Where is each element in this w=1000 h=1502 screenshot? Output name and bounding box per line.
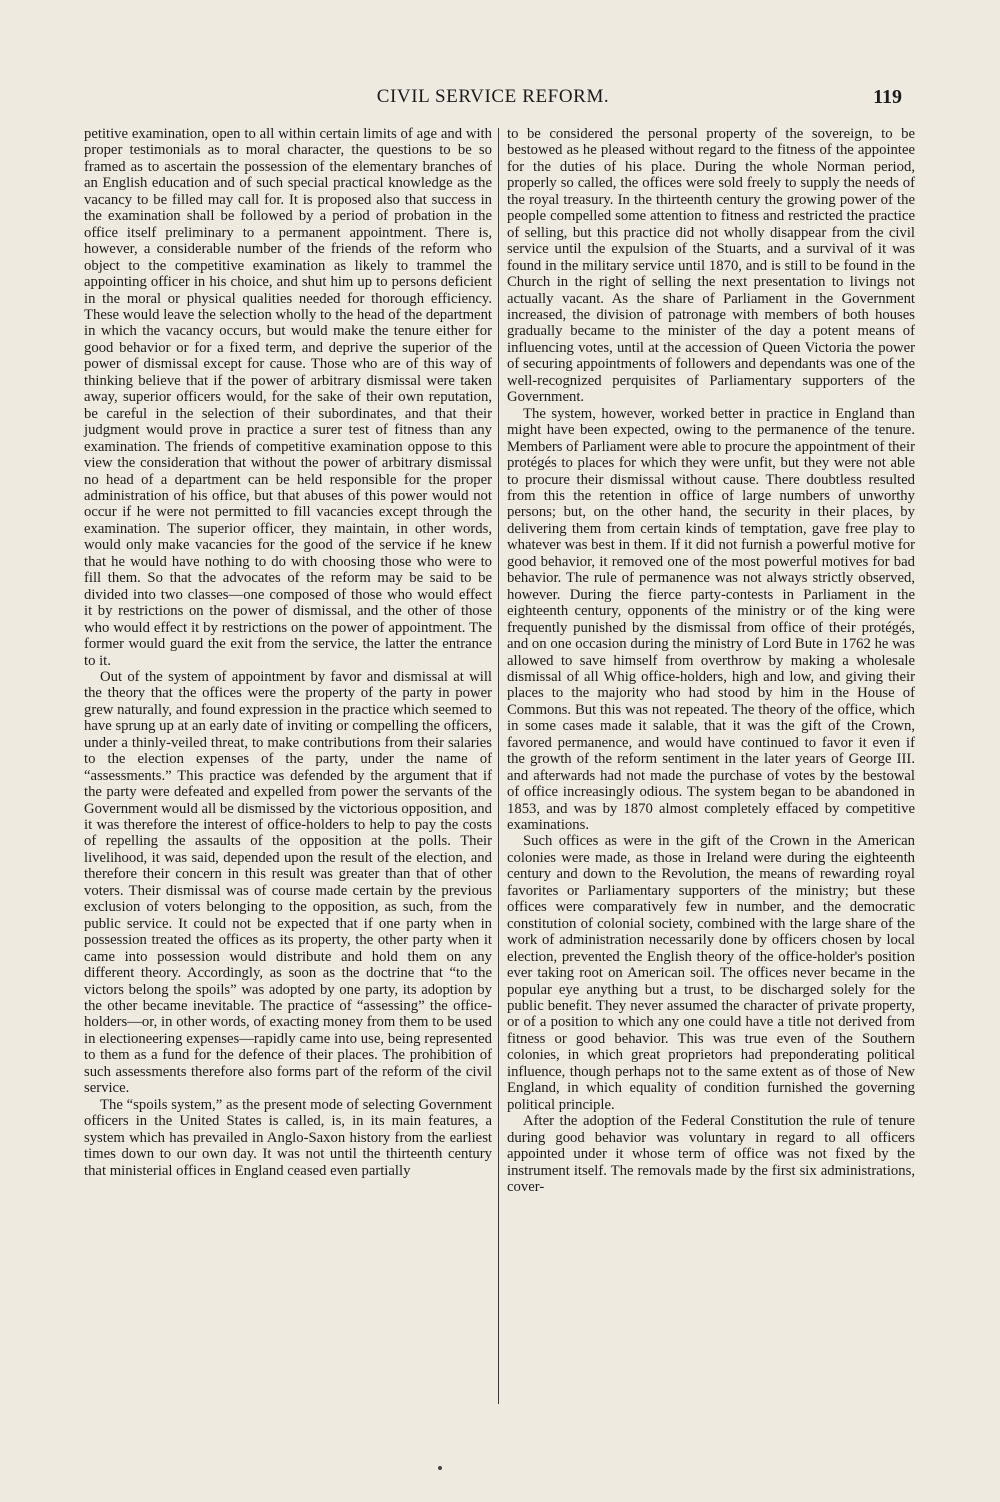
page-number: 119 bbox=[873, 86, 902, 108]
right-column bbox=[507, 126, 915, 1195]
paragraph: The system, however, worked better in practice in England than might have been expected, owing to the permanence of the tenure. Members of Parliament were able to procure the appointment of their protégés to places for which they were unfit, but they were not able to procure their dismissal without cause. There doubtless resulted from this the retention in office of large numbers of unworthy persons; but, on the other hand, the security in their places, by delivering them from certain kinds of temptation, gave free play to whatever was best in them. If it did not furnish a powerful motive for good behavior, it removed one of the most powerful motives for bad behavior. The rule of permanence was not always strictly observed, however. During the fierce party-contests in Parliament in the eighteenth century, opponents of the ministry or of the king were frequently punished by the dismissal from office of their protégés, and on one occasion during the ministry of Lord Bute in 1762 he was allowed to save himself from overthrow by making a wholesale dismissal of all Whig office-holders, high and low, and giving their places to the majority who had stood by him in the House of Commons. But this was not repeated. The theory of the office, which in some cases made it salable, that it was the gift of the Crown, favored permanence, and would have continued to favor it even if the growth of the reform sentiment in the later years of George III. and afterwards had not made the purchase of votes by the bestowal of office increasingly odious. The system began to be abandoned in 1853, and was by 1870 almost completely effaced by competitive examinations. bbox=[507, 405, 915, 834]
paragraph: The “spoils system,” as the present mode of selecting Government officers in the United States is called, is, in its main features, a system which has prevailed in Anglo-Saxon history from the earliest times down to our own day. It was not until the thirteenth century that ministerial offices in England ceased even partially bbox=[84, 1096, 492, 1179]
left-column bbox=[84, 126, 492, 1179]
running-title: CIVIL SERVICE REFORM. bbox=[376, 86, 610, 107]
paragraph: After the adoption of the Federal Constitution the rule of tenure during good behavior was voluntary in regard to all officers appointed under it whose term of office was not fixed by the instrument itself. The removals made by the first six administrations, cover- bbox=[507, 1113, 915, 1195]
paragraph: petitive examination, open to all within certain limits of age and with proper testimonials as to moral character, the questions to be so framed as to ascertain the possession of the elementary branches of an English education and of such special practical knowledge as the vacancy to be filled may call for. It is proposed also that success in the examination shall be followed by a period of probation in the office itself preliminary to a permanent appointment. There is, however, a considerable number of the friends of the reform who object to the competitive examination as likely to trammel the appointing officer in his choice, and shut him up to persons deficient in the moral or physical qualities needed for thorough efficiency. These would leave the selection wholly to the head of the department in which the vacancy occurs, but would make the tenure either for good behavior or for a fixed term, and deprive the superior of the power of dismissal except for cause. Those who are of this way of thinking believe that if the power of arbitrary dismissal were taken away, superior officers would, for the sake of their own reputation, be careful in the selection of their subordinates, and that their judgment would prove in practice a surer test of fitness than any examination. The friends of competitive examination oppose to this view the consideration that without the power of arbitrary dismissal no head of a department can be held responsible for the proper administration of his office, but that abuses of this power would not occur if he were not permitted to fill vacancies except through the examination. The superior officer, they maintain, in other words, would only make vacancies for the good of the service if he knew that he would have nothing to do with choosing those who were to fill them. So that the advocates of the reform may be said to be divided into two classes—one composed of those who would effect it by restrictions on the power of dismissal, and the other of those who would effect it by restrictions on the power of appointment. The former would guard the exit from the service, the latter the entrance to it. bbox=[84, 126, 492, 669]
paragraph: Out of the system of appointment by favor and dismissal at will the theory that the offices were the property of the party in power grew naturally, and found expression in the practice which seemed to have sprung up at an early date of inviting or compelling the officers, under a thinly-veiled threat, to make contributions from their salaries to the election expenses of the party, under the name of “assessments.” This practice was defended by the argument that if the party were defeated and expelled from power the servants of the Government would all be dismissed by the victorious opposition, and it was therefore the interest of office-holders to help to pay the costs of repelling the assaults of the opposition at the polls. Their livelihood, it was said, depended upon the result of the election, and therefore their concern in this result was greater than that of other voters. Their dismissal was of course made certain by the previous exclusion of voters belonging to the opposition, as such, from the public service. It could not be expected that if one party when in possession treated the offices as its property, the other party when it came into possession would distribute and hold them on any different theory. Accordingly, as soon as the doctrine that “to the victors belong the spoils” was adopted by one party, its adoption by the other became inevitable. The practice of “assessing” the office-holders—or, in other words, of exacting money from them to be used in electioneering expenses—rapidly came into use, being represented to them as a fund for the defence of their places. The prohibition of such assessments therefore also forms part of the reform of the civil service. bbox=[84, 668, 492, 1097]
column-divider bbox=[498, 128, 499, 1404]
running-head bbox=[84, 86, 902, 114]
paragraph: Such offices as were in the gift of the Crown in the American colonies were made, as those in Ireland were during the eighteenth century and down to the Revolution, the means of rewarding royal favorites or Parliamentary supporters of the ministry; but these offices were comparatively few in number, and the democratic constitution of colonial society, combined with the large share of the work of administration necessarily done by officers chosen by local election, prevented the English theory of the office-holder's position ever taking root on American soil. The offices never became in the popular eye anything but a trust, to be discharged solely for the public benefit. They never assumed the character of private property, or of a position to which any one could have a title not derived from fitness or good behavior. This was true even of the Southern colonies, in which great proprietors had preponderating political influence, though perhaps not to the same extent as of those of New England, in which equality of condition furnished the governing political principle. bbox=[507, 833, 915, 1113]
print-mark bbox=[438, 1466, 442, 1470]
paragraph: to be considered the personal property of the sovereign, to be bestowed as he pleased without regard to the fitness of the appointee for the duties of his place. During the whole Norman period, properly so called, the offices were sold freely to supply the needs of the royal treasury. In the thirteenth century the growing power of the people compelled some attention to fitness and restricted the practice of selling, but this practice did not wholly disappear from the civil service until the expulsion of the Stuarts, and a survival of it was found in the military service until 1870, and is still to be found in the Church in the right of selling the next presentation to livings not actually vacant. As the share of Parliament in the Government increased, the division of patronage with members of both houses gradually became to the minister of the day a potent means of influencing votes, until at the accession of Queen Victoria the power of securing appointments of followers and dependants was one of the well-recognized perquisites of Parliamentary supporters of the Government. bbox=[507, 126, 915, 406]
